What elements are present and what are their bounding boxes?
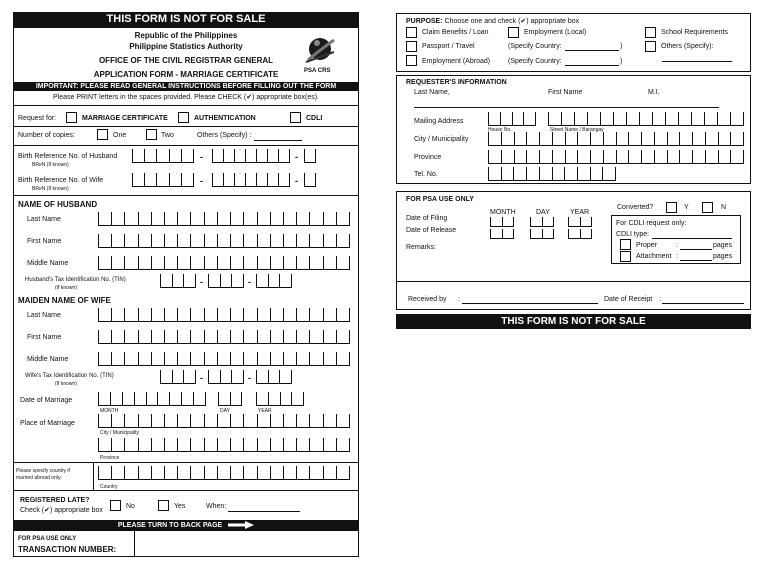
turn-to-back-bar: PLEASE TURN TO BACK PAGE — [13, 520, 359, 531]
converted-n-label: N — [721, 204, 727, 211]
specify-country-2-input[interactable] — [565, 65, 619, 66]
wife-last-label: Last Name — [27, 312, 61, 319]
authentication-checkbox[interactable] — [178, 112, 189, 123]
husband-middle-field[interactable] — [98, 256, 350, 270]
date-of-receipt-input[interactable] — [662, 303, 744, 304]
husband-tin-field-3[interactable] — [256, 274, 292, 288]
requester-first-label: First Name — [548, 89, 583, 96]
husband-last-label: Last Name — [27, 216, 61, 223]
marriage-city-field[interactable] — [98, 414, 350, 428]
marriage-day-caption: DAY — [220, 408, 230, 414]
mailing-address-label: Mailing Address — [414, 118, 464, 125]
cdli-type-input[interactable] — [652, 238, 732, 239]
psa-crs-logo: PSA CRS — [302, 32, 338, 76]
late-no-label: No — [126, 503, 135, 510]
requester-name-input[interactable] — [414, 107, 719, 108]
date-of-receipt-label: Date of Receipt — [604, 296, 653, 303]
house-no-caption: House No. — [488, 127, 512, 133]
request-for-label: Request for: — [18, 115, 57, 122]
copies-one-checkbox[interactable] — [97, 129, 108, 140]
release-month-field[interactable] — [490, 229, 514, 239]
passport-travel-label: Passport / Travel — [422, 43, 475, 50]
filing-month-field[interactable] — [490, 217, 514, 227]
cdli-only-label: For CDLI request only: — [616, 220, 687, 227]
form-title: APPLICATION FORM - MARRIAGE CERTIFICATE — [93, 70, 279, 79]
authentication-label: AUTHENTICATION — [194, 115, 256, 122]
late-no-checkbox[interactable] — [110, 500, 121, 511]
street-barangay-field[interactable] — [548, 112, 744, 126]
husband-tin-field[interactable] — [160, 274, 196, 288]
marriage-certificate-label: MARRIAGE CERTIFICATE — [82, 115, 168, 122]
important-instructions-bar: IMPORTANT: PLEASE READ GENERAL INSTRUCTIONS BEFORE FILLING OUT THE FORM — [13, 82, 359, 91]
wife-tin-field-3[interactable] — [256, 370, 292, 384]
proper-label: Proper — [636, 242, 658, 249]
marriage-year-field[interactable] — [256, 392, 304, 406]
purpose-heading: PURPOSE: Choose one and check (✔) appropriate box — [406, 18, 580, 25]
street-caption: Street Name / Barangay — [550, 127, 604, 133]
release-year-field[interactable] — [568, 229, 592, 239]
received-by-input[interactable] — [462, 303, 598, 304]
proper-colon: : — [676, 242, 678, 249]
cdli-checkbox[interactable] — [290, 112, 301, 123]
arrow-right-icon — [228, 521, 254, 529]
abroad-label-1: Please specify country if — [16, 468, 70, 474]
requester-heading: REQUESTER'S INFORMATION — [406, 79, 507, 86]
wife-tin-sub: (If known) — [55, 381, 77, 387]
marriage-month-caption: MONTH — [100, 408, 119, 414]
not-for-sale-banner-top: THIS FORM IS NOT FOR SALE — [13, 12, 359, 27]
requester-province-label: Province — [414, 154, 442, 161]
copies-two-label: Two — [161, 132, 174, 139]
wife-middle-label: Middle Name — [27, 356, 69, 363]
bren-husband-label: Birth Reference No. of Husband — [18, 153, 118, 160]
date-of-marriage-label: Date of Marriage — [20, 397, 73, 404]
received-by-colon: : — [458, 296, 460, 303]
transaction-number-field[interactable] — [135, 532, 358, 556]
employment-local-label: Employment (Local) — [524, 29, 587, 36]
house-no-field[interactable] — [488, 112, 536, 126]
husband-tin-sub: (If known) — [55, 285, 77, 291]
proper-pages-input[interactable] — [680, 249, 712, 250]
late-yes-checkbox[interactable] — [158, 500, 169, 511]
marriage-month-field[interactable] — [98, 392, 206, 406]
requester-city-field[interactable] — [488, 132, 744, 146]
tel-no-field[interactable] — [488, 167, 616, 181]
employment-abroad-checkbox[interactable] — [406, 55, 417, 66]
copies-others-label: Others (Specify) : — [197, 132, 252, 139]
converted-label: Converted? — [617, 204, 654, 211]
cdli-type-label: CDLI type: — [616, 231, 650, 238]
marriage-day-field[interactable] — [218, 392, 242, 406]
requester-mi-label: M.I. — [648, 89, 660, 96]
abroad-country-caption: Country — [100, 484, 118, 490]
registered-late-label: REGISTERED LATE? — [20, 497, 90, 504]
filing-day-field[interactable] — [530, 217, 554, 227]
not-for-sale-banner-right: THIS FORM IS NOT FOR SALE — [396, 314, 751, 329]
wife-first-label: First Name — [27, 334, 62, 341]
registered-late-check: Check (✔) appropriate box — [20, 507, 103, 514]
wife-heading: MAIDEN NAME OF WIFE — [18, 296, 111, 305]
husband-first-field[interactable] — [98, 234, 350, 248]
bren-wife-sub: BReN (If known) — [32, 186, 69, 192]
copies-others-input[interactable] — [254, 140, 302, 141]
wife-first-field[interactable] — [98, 330, 350, 344]
husband-tin-label: Husband's Tax Identification No. (TIN) — [25, 277, 126, 283]
requester-last-label: Last Name, — [414, 89, 450, 96]
transaction-number-label: TRANSACTION NUMBER: — [18, 545, 117, 554]
others-specify-checkbox[interactable] — [645, 41, 656, 52]
others-specify-input[interactable] — [662, 61, 732, 62]
others-specify-label: Others (Specify): — [661, 43, 714, 50]
wife-middle-field[interactable] — [98, 352, 350, 366]
employment-abroad-label: Employment (Abroad) — [422, 58, 491, 65]
abroad-label-2: married abroad only: — [16, 475, 62, 481]
copies-two-checkbox[interactable] — [146, 129, 157, 140]
bren-husband-sub: BReN (If known) — [32, 162, 69, 168]
husband-middle-label: Middle Name — [27, 260, 69, 267]
release-day-field[interactable] — [530, 229, 554, 239]
psa-day-caption: DAY — [536, 209, 550, 216]
attachment-checkbox[interactable] — [620, 251, 631, 262]
late-when-input[interactable] — [228, 511, 300, 512]
header-republic: Republic of the Philippines — [134, 31, 238, 40]
requester-city-label: City / Municipality — [414, 136, 469, 143]
bren-husband-field-3[interactable] — [304, 149, 316, 163]
bren-wife-field[interactable] — [132, 173, 194, 187]
school-requirements-checkbox[interactable] — [645, 27, 656, 38]
specify-country-1-label: (Specify Country: — [508, 43, 562, 50]
abroad-country-field[interactable] — [98, 466, 350, 480]
husband-tin-field-2[interactable] — [208, 274, 244, 288]
specify-country-1-input[interactable] — [565, 50, 619, 51]
specify-country-1-close: ) — [620, 43, 623, 50]
date-of-filing-label: Date of Filing — [406, 215, 448, 222]
bren-wife-field-3[interactable] — [304, 173, 316, 187]
tel-no-label: Tel. No. — [414, 171, 438, 178]
attachment-pages-input[interactable] — [680, 260, 712, 261]
proper-checkbox[interactable] — [620, 239, 631, 250]
header-psa: Philippine Statistics Authority — [129, 42, 243, 51]
marriage-city-caption: City / Municipality — [100, 430, 139, 436]
header-office: OFFICE OF THE CIVIL REGISTRAR GENERAL — [98, 56, 274, 65]
late-yes-label: Yes — [174, 503, 186, 510]
school-requirements-label: School Requirements — [661, 29, 728, 36]
proper-pages-label: pages — [713, 242, 733, 249]
marriage-province-field[interactable] — [98, 438, 350, 452]
date-of-receipt-colon: : — [659, 296, 661, 303]
husband-last-field[interactable] — [98, 212, 350, 226]
claim-benefits-checkbox[interactable] — [406, 27, 417, 38]
marriage-certificate-checkbox[interactable] — [66, 112, 77, 123]
converted-y-checkbox[interactable] — [666, 202, 677, 213]
print-note: Please PRINT letters in the spaces provided. Please CHECK (✔) appropriate box(es). — [52, 94, 320, 101]
bren-husband-field-2[interactable] — [212, 149, 290, 163]
attachment-colon: : — [676, 253, 678, 260]
converted-n-checkbox[interactable] — [702, 202, 713, 213]
psa-year-caption: YEAR — [570, 209, 590, 216]
psa-month-caption: MONTH — [490, 209, 516, 216]
converted-y-label: Y — [684, 204, 689, 211]
wife-tin-label: Wife's Tax Identification No. (TIN) — [25, 373, 114, 379]
bren-husband-field[interactable] — [132, 149, 194, 163]
place-of-marriage-label: Place of Marriage — [20, 420, 75, 427]
attachment-label: Attachment — [636, 253, 672, 260]
specify-country-2-close: ) — [620, 58, 623, 65]
claim-benefits-label: Claim Benefits / Loan — [422, 29, 489, 36]
received-by-label: Received by — [408, 296, 447, 303]
specify-country-2-label: (Specify Country: — [508, 58, 562, 65]
cdli-label: CDLI — [306, 115, 323, 122]
requester-province-field[interactable] — [488, 150, 744, 164]
filing-year-field[interactable] — [568, 217, 592, 227]
husband-heading: NAME OF HUSBAND — [18, 200, 98, 209]
psa-use-only-left: FOR PSA USE ONLY — [18, 536, 77, 542]
wife-tin-field-2[interactable] — [208, 370, 244, 384]
bren-wife-field-2[interactable] — [212, 173, 290, 187]
bren-wife-label: Birth Reference No. of Wife — [18, 177, 104, 184]
wife-last-field[interactable] — [98, 308, 350, 322]
late-when-label: When: — [206, 503, 227, 510]
marriage-year-caption: YEAR — [258, 408, 272, 414]
attachment-pages-label: pages — [713, 253, 733, 260]
date-of-release-label: Date of Release — [406, 227, 457, 234]
psa-use-right-heading: FOR PSA USE ONLY — [406, 196, 474, 203]
copies-label: Number of copies: — [18, 132, 75, 139]
marriage-province-caption: Province — [100, 455, 120, 461]
wife-tin-field[interactable] — [160, 370, 196, 384]
passport-travel-checkbox[interactable] — [406, 41, 417, 52]
employment-local-checkbox[interactable] — [508, 27, 519, 38]
husband-first-label: First Name — [27, 238, 62, 245]
remarks-label: Remarks: — [406, 244, 436, 251]
copies-one-label: One — [113, 132, 127, 139]
